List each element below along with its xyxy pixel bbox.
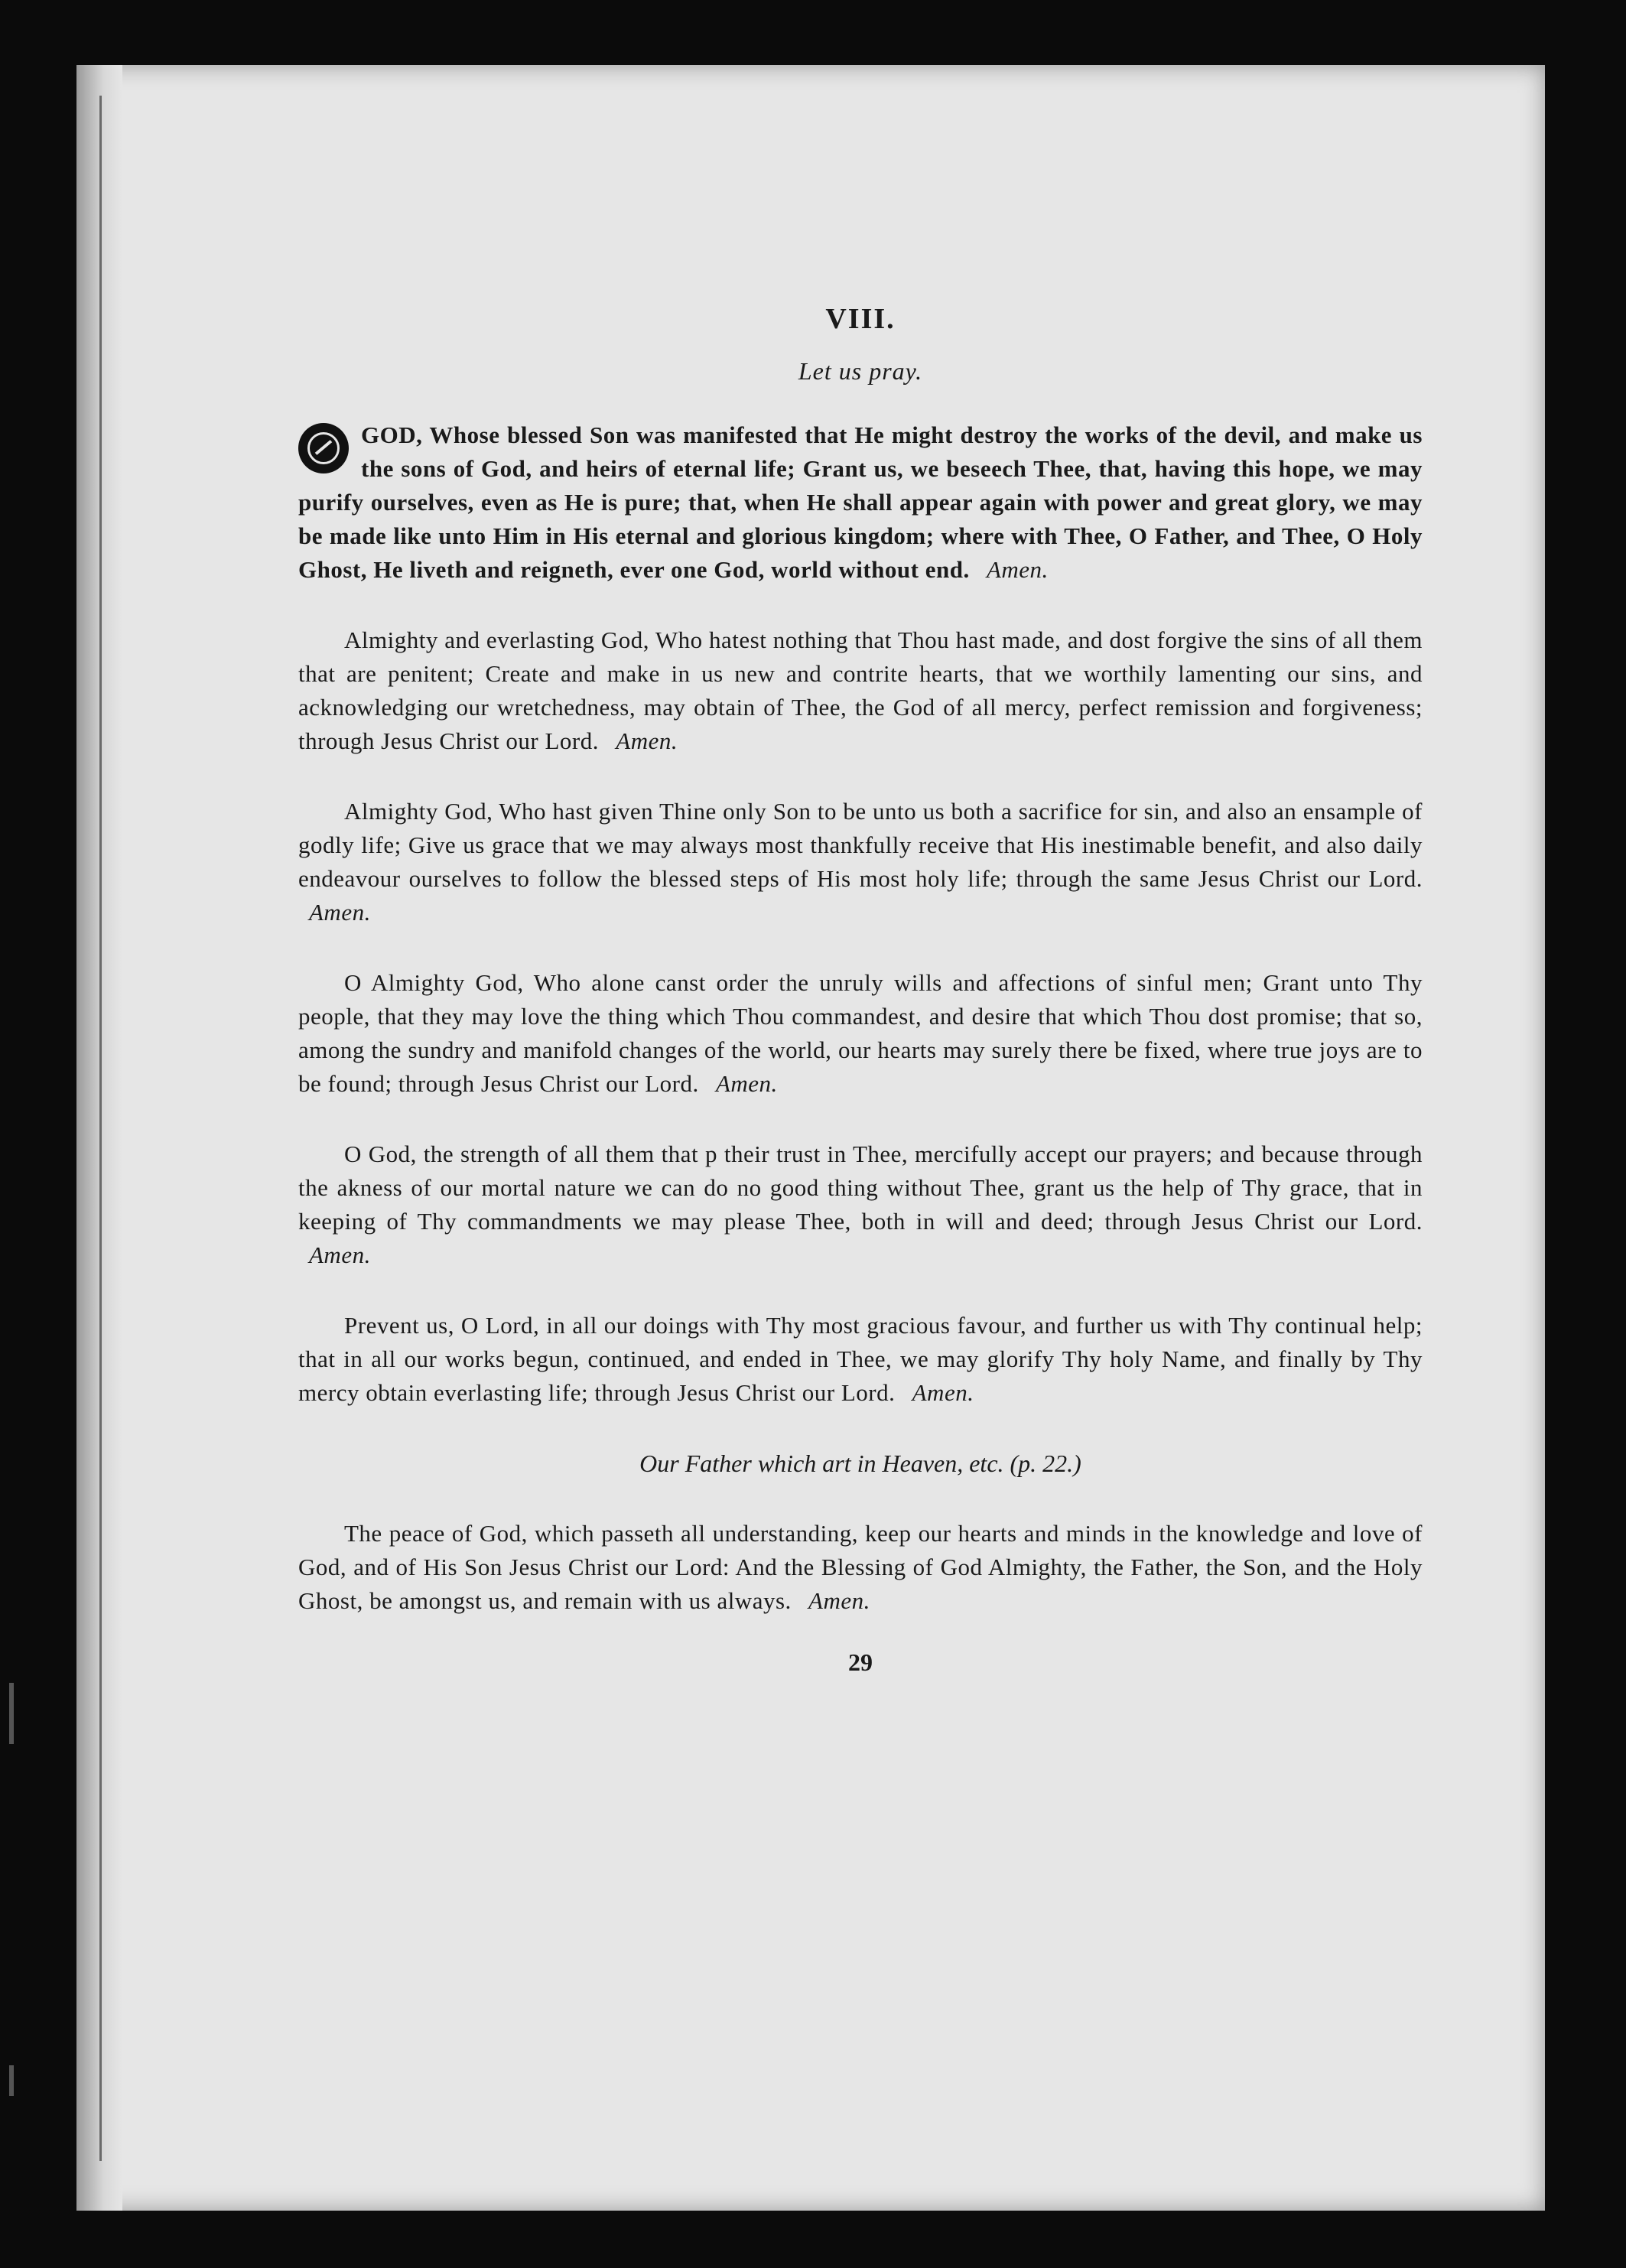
prayer-text: GOD, Whose blessed Son was manifested that He might destroy the works of the devil, and make us the sons of God, and heirs of eternal life; Grant us, we beseech Thee, that, having this hope, we may purify ourselves, even as He is pure; that, when He shall appear again with power and great glory, we may be made like unto Him in His eternal and glorious kingdom; where with Thee, O Father, and Thee, O Holy Ghost, He liveth and reigneth, ever one God, world without end. — [298, 421, 1423, 583]
section-subheading: Let us pray. — [798, 357, 923, 385]
amen-text: Amen. — [912, 1379, 974, 1406]
amen-text: Amen. — [808, 1587, 870, 1614]
prayer-paragraph — [298, 795, 1423, 929]
prayer-text: Almighty God, Who hast given Thine only Son to be unto us both a sacrifice for sin, and also an ensample of godly life; Give us grace that we may always most thankfully receive that His inestimable benefit, and also daily endeavour ourselves to follow the blessed steps of His most holy life; through the same Jesus Christ our Lord. — [298, 798, 1423, 892]
page-content — [298, 241, 1423, 1679]
amen-text: Amen. — [616, 727, 678, 754]
prayer-paragraph — [298, 966, 1423, 1101]
prayer-paragraph — [298, 1309, 1423, 1410]
edge-mark — [9, 2065, 14, 2096]
amen-text: Amen. — [309, 1241, 371, 1268]
prayer-text: Almighty and everlasting God, Who hatest nothing that Thou hast made, and dost forgive the sins of all them that are penitent; Create and make in us new and contrite hearts, that we worthily lamenting our sins, and acknowledging our wretchedness, may obtain of Thee, the God of all mercy, perfect remission and forgiveness; through Jesus Christ our Lord. — [298, 626, 1423, 754]
prayer-paragraph — [298, 1137, 1423, 1272]
book-page — [76, 65, 1545, 2211]
prayer-paragraph — [298, 623, 1423, 758]
page-number: 29 — [848, 1648, 873, 1676]
prayer-text: Prevent us, O Lord, in all our doings with Thy most gracious favour, and further us with Thy continual help; that in all our works begun, continued, and ended in Thee, we may glorify Thy holy Name, and finally by Thy mercy obtain everlasting life; through Jesus Christ our Lord. — [298, 1312, 1423, 1406]
blessing-paragraph — [298, 1517, 1423, 1618]
prayer-paragraph — [298, 418, 1423, 587]
amen-text: Amen. — [715, 1070, 778, 1097]
page-spine — [76, 65, 122, 2211]
lords-prayer-note: Our Father which art in Heaven, etc. (p. 22.) — [639, 1450, 1081, 1477]
prayer-text: O God, the strength of all them that p their trust in Thee, mercifully accept our prayers; and because through the akness of our mortal nature we can do no good thing without Thee, grant us the help of Thy grace, that in keeping of Thy commandments we may please Thee, both in will and deed; through Jesus Christ our Lord. — [298, 1141, 1423, 1235]
section-heading: VIII. — [825, 303, 896, 335]
edge-mark — [9, 1683, 14, 1744]
drop-cap-o-icon — [298, 423, 349, 473]
spine-line — [99, 96, 102, 2161]
amen-text: Amen. — [309, 899, 371, 926]
blessing-text: The peace of God, which passeth all understanding, keep our hearts and minds in the knowledge and love of God, and of His Son Jesus Christ our Lord: And the Blessing of God Almighty, the Father, the Son, and the Holy Ghost, be amongst us, and remain with us always. — [298, 1520, 1423, 1614]
prayer-text: O Almighty God, Who alone canst order the unruly wills and affections of sinful men; Grant unto Thy people, that they may love the thing which Thou commandest, and desire that which Thou dost promise; that so, among the sundry and manifold changes of the world, our hearts may surely there be fixed, where true joys are to be found; through Jesus Christ our Lord. — [298, 969, 1423, 1097]
amen-text: Amen. — [986, 556, 1049, 583]
